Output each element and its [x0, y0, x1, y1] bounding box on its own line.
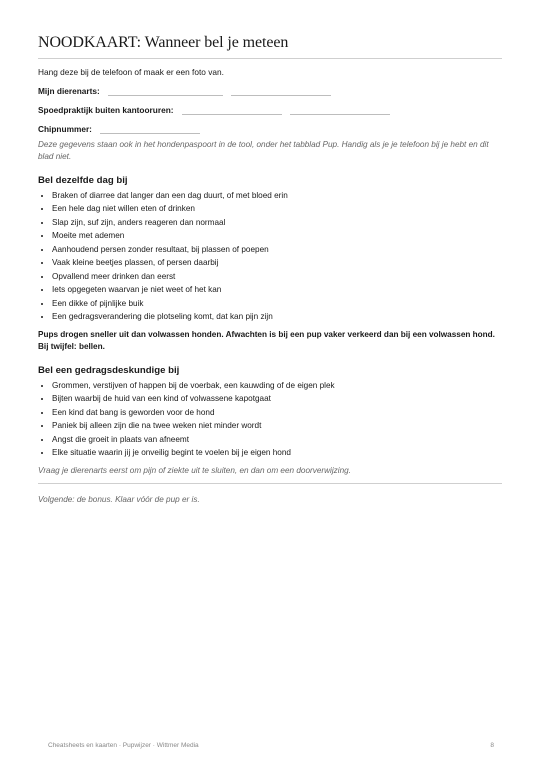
- document-page: [38, 34, 502, 504]
- field-emergency-clinic: [38, 105, 502, 115]
- puppy-warning: Pups drogen sneller uit dan volwassen honden. Afwachten is bij een pup vaker verkeerd dan bij een volwassen hond. Bij twijfel: bellen.: [38, 329, 495, 351]
- page-footer: [48, 742, 494, 749]
- next-up-text: Volgende: de bonus. Klaar vóór de pup er is.: [38, 495, 200, 505]
- blank-line: [290, 114, 390, 115]
- fields-note: Deze gegevens staan ook in het hondenpaspoort in de tool, onder het tabblad Pup. Handig als je je telefoon bij je hebt en dit blad niet.: [38, 140, 489, 161]
- page-number: 8: [490, 742, 494, 749]
- blank-line: [100, 133, 200, 134]
- list-item: • Een kind dat bang is geworden voor de hond: [52, 406, 502, 420]
- list-item: • Vaak kleine beetjes plassen, of persen daarbij: [52, 256, 502, 270]
- list-item: • Moeite met ademen: [52, 229, 502, 243]
- list-item: • Een gedragsverandering die plotseling komt, dat kan pijn zijn: [52, 310, 502, 324]
- list-item: • Een dikke of pijnlijke buik: [52, 297, 502, 311]
- list-item: • Iets opgegeten waarvan je niet weet of het kan: [52, 283, 502, 297]
- list-item: • Een hele dag niet willen eten of drinken: [52, 202, 502, 216]
- list-item: • Slap zijn, suf zijn, anders reageren dan normaal: [52, 216, 502, 230]
- field-label: Chipnummer:: [38, 124, 92, 134]
- behaviourist-list: [38, 379, 502, 460]
- footer-text: Cheatsheets en kaarten · Pupwijzer · Wittmer Media: [48, 742, 199, 749]
- same-day-list: [38, 189, 502, 324]
- list-item: • Aanhoudend persen zonder resultaat, bij plassen of poepen: [52, 243, 502, 257]
- list-item: • Bijten waarbij de huid van een kind of volwassene kapotgaat: [52, 392, 502, 406]
- list-item: • Braken of diarree dat langer dan een dag duurt, of met bloed erin: [52, 189, 502, 203]
- field-vet: [38, 86, 502, 96]
- section-heading-behaviourist: Bel een gedragsdeskundige bij: [38, 364, 180, 376]
- list-item: • Angst die groeit in plaats van afneemt: [52, 433, 502, 447]
- field-chip-number: [38, 124, 502, 134]
- blank-line: [108, 95, 223, 96]
- field-label: Mijn dierenarts:: [38, 86, 100, 96]
- field-label: Spoedpraktijk buiten kantooruren:: [38, 105, 174, 115]
- list-item: • Grommen, verstijven of happen bij de voerbak, een kauwding of de eigen plek: [52, 379, 502, 393]
- blank-line: [182, 114, 282, 115]
- intro-text: Hang deze bij de telefoon of maak er een foto van.: [38, 67, 224, 77]
- blank-line: [231, 95, 331, 96]
- page-title: NOODKAART: Wanneer bel je meteen: [38, 34, 502, 59]
- divider: [38, 483, 502, 484]
- list-item: • Elke situatie waarin jij je onveilig begint te voelen bij je eigen hond: [52, 446, 502, 460]
- list-item: • Paniek bij alleen zijn die na twee weken niet minder wordt: [52, 419, 502, 433]
- list-item: • Opvallend meer drinken dan eerst: [52, 270, 502, 284]
- behaviourist-note: Vraag je dierenarts eerst om pijn of ziekte uit te sluiten, en dan om een doorverwijzing.: [38, 465, 351, 475]
- section-heading-same-day: Bel dezelfde dag bij: [38, 174, 128, 186]
